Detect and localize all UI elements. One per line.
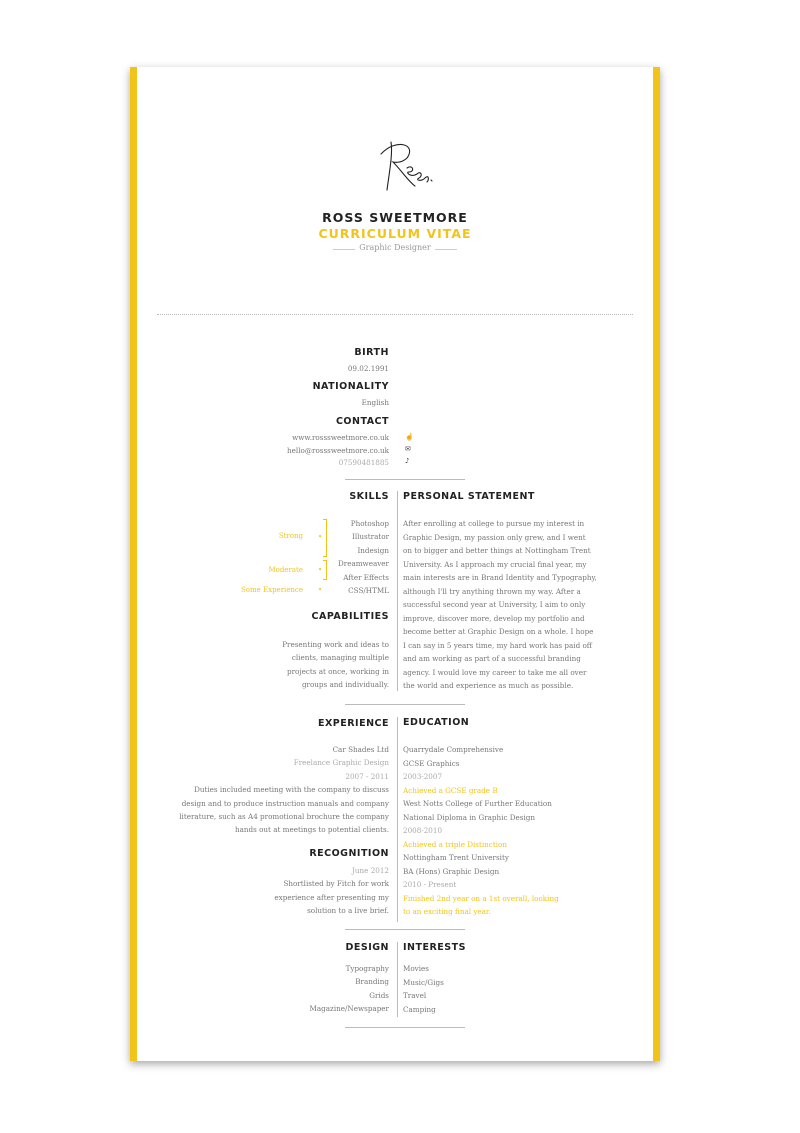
footer-divider (345, 1027, 465, 1028)
contact-website[interactable]: www.rosssweetmore.co.uk (292, 433, 389, 442)
interest-item: Camping (403, 1004, 436, 1014)
education-note: Achieved a GCSE grade B (403, 785, 498, 795)
statement-line: although I'll try anything thrown my way. After a (403, 586, 581, 596)
column-divider (397, 717, 398, 922)
education-note: Finished 2nd year on a 1st overall, looking (403, 893, 559, 903)
education-dates: 2008-2010 (403, 826, 443, 835)
recognition-line: solution to a live brief. (307, 906, 389, 916)
skills-heading: SKILLS (349, 491, 389, 502)
candidate-name: ROSS SWEETMORE (322, 210, 468, 225)
education-course: BA (Hons) Graphic Design (403, 866, 500, 876)
design-item: Magazine/Newspaper (309, 1004, 389, 1014)
pointer-icon: ☝ (405, 433, 414, 441)
skill-item: Dreamweaver (338, 559, 389, 569)
experience-line: Duties included meeting with the company to discuss (194, 785, 389, 795)
experience-line: design and to produce instruction manuals and company (181, 798, 389, 808)
education-school: Nottingham Trent University (403, 853, 509, 862)
statement-line: and am working as part of a successful branding (403, 654, 581, 663)
section-divider (345, 479, 465, 480)
interests-heading: INTERESTS (403, 942, 466, 953)
birth-heading: BIRTH (354, 347, 389, 358)
education-dates: 2010 - Present (403, 880, 457, 889)
education-dates: 2003-2007 (403, 772, 443, 781)
experience-company: Car Shades Ltd (332, 745, 389, 754)
skill-item: CSS/HTML (348, 586, 389, 596)
education-heading: EDUCATION (403, 717, 470, 728)
education-note: Achieved a triple Distinction (403, 839, 507, 849)
strong-bracket (323, 519, 327, 557)
statement-line: I can say in 5 years time, my hard work has paid off (403, 640, 592, 650)
skill-level-some: Some Experience (241, 586, 303, 594)
design-item: Grids (369, 990, 389, 1000)
statement-line: main interests are in Brand Identity and Typography, (403, 573, 597, 582)
experience-line: literature, such as A4 promotional brochure the company (179, 812, 389, 822)
skill-level-strong: Strong (278, 532, 303, 540)
capabilities-line: clients, managing multiple (291, 653, 389, 663)
skills-list (338, 517, 389, 597)
statement-line: Graphic Design, my passion only grew, and I went (403, 532, 586, 542)
personal-statement-heading: PERSONAL STATEMENT (403, 491, 535, 502)
section-divider (345, 929, 465, 930)
statement-line: After enrolling at college to pursue my interest in (403, 519, 585, 528)
statement-line: University. As I approach my crucial final year, my (403, 559, 587, 569)
recognition-heading: RECOGNITION (309, 848, 389, 859)
skill-item: Photoshop (350, 519, 389, 528)
interest-item: Music/Gigs (403, 977, 444, 987)
contact-heading: CONTACT (335, 416, 389, 427)
experience-dates: 2007 - 2011 (345, 771, 389, 781)
skill-level-moderate: Moderate (268, 566, 303, 574)
interests-list (403, 962, 444, 1016)
signature-logo (371, 134, 441, 194)
capabilities-text (282, 638, 389, 692)
skill-item: After Effects (343, 572, 389, 582)
statement-line: the world and experience as much as possible. (403, 681, 574, 690)
skill-item: Illustrator (351, 532, 389, 542)
role-divider-right (435, 249, 457, 250)
header-divider (157, 314, 633, 315)
interest-item: Travel (403, 991, 427, 1000)
column-divider (397, 491, 398, 691)
recognition-entry (274, 864, 389, 918)
education-school: West Notts College of Further Education (403, 799, 552, 808)
statement-line: successful second year at University, I aim to only (403, 600, 586, 609)
capabilities-line: groups and individually. (301, 680, 389, 690)
contact-email[interactable]: hello@rosssweetmore.co.uk (287, 446, 389, 455)
contact-phone: 07590481885 (338, 458, 389, 467)
mail-icon: ✉ (405, 445, 411, 453)
birth-value: 09.02.1991 (347, 364, 389, 373)
design-list (310, 962, 389, 1016)
education-course: GCSE Graphics (403, 758, 460, 768)
education-school: Quarrydale Comprehensive (403, 745, 504, 754)
moderate-bracket (323, 560, 327, 580)
bracket-dot: • (318, 586, 323, 594)
capabilities-line: projects at once, working in (286, 666, 389, 676)
education-list (403, 743, 559, 919)
education-course: National Diploma in Graphic Design (403, 812, 536, 822)
recognition-date: June 2012 (352, 866, 389, 875)
section-divider (345, 704, 465, 705)
document-subtitle: CURRICULUM VITAE (318, 226, 472, 241)
statement-line: agency. I would love my career to take me all over (403, 667, 587, 677)
nationality-value: English (361, 398, 389, 407)
skill-item: Indesign (357, 545, 389, 555)
nationality-heading: NATIONALITY (312, 381, 389, 392)
experience-line: hands out at meetings to potential clients. (234, 825, 389, 835)
design-heading: DESIGN (345, 942, 389, 953)
personal-statement-text (403, 517, 597, 693)
experience-position: Freelance Graphic Design (293, 758, 389, 768)
statement-line: improve, discover more, develop my portfolio and (403, 613, 585, 623)
education-note: to an exciting final year. (403, 907, 491, 916)
experience-entry (179, 743, 389, 837)
statement-line: become better at Graphic Design on a whole. I hope (403, 627, 594, 636)
column-divider (397, 942, 398, 1017)
phone-icon: ♪ (405, 457, 410, 465)
bracket-dot: • (318, 566, 323, 574)
cv-page (130, 67, 660, 1061)
capabilities-line: Presenting work and ideas to (282, 640, 389, 649)
design-item: Branding (355, 977, 389, 987)
job-role: Graphic Designer (359, 243, 431, 252)
recognition-line: experience after presenting my (274, 892, 389, 902)
bracket-dot: • (318, 533, 323, 541)
statement-line: on to bigger and better things at Nottingham Trent (403, 546, 591, 555)
design-item: Typography (345, 964, 389, 973)
capabilities-heading: CAPABILITIES (311, 611, 389, 622)
recognition-line: Shortlisted by Fitch for work (283, 879, 389, 889)
interest-item: Movies (403, 964, 429, 973)
experience-heading: EXPERIENCE (317, 718, 389, 729)
